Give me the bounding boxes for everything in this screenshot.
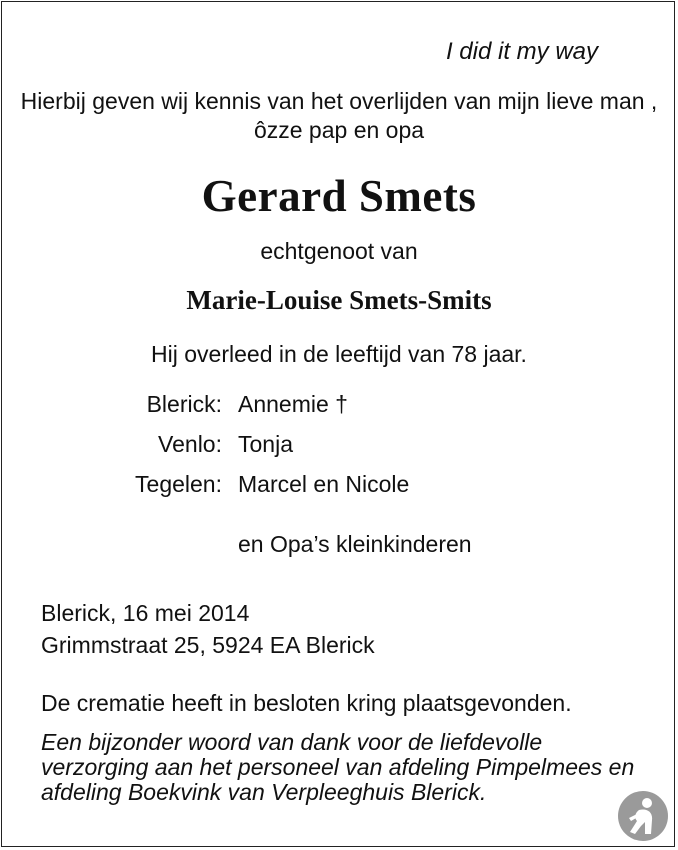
- thanks-text: Een bijzonder woord van dank voor de liefdevolle verzorging aan het personeel van afdeling Pimpelmees en afdeling Boekvink van Verpleeghuis Blerick.: [41, 729, 635, 805]
- relative-place: Venlo:: [158, 431, 222, 457]
- spouse-name: Marie-Louise Smets-Smits: [186, 285, 492, 315]
- cremation-line: De crematie heeft in besloten kring plaatsgevonden.: [41, 690, 572, 716]
- relative-names: Tonja: [238, 431, 293, 457]
- age-line: Hij overleed in de leeftijd van 78 jaar.: [151, 341, 527, 367]
- relative-names: Annemie †: [238, 391, 348, 417]
- deceased-name: Gerard Smets: [201, 171, 477, 221]
- spouse-label: echtgenoot van: [260, 238, 418, 264]
- address-line: Grimmstraat 25, 5924 EA Blerick: [41, 632, 375, 658]
- intro-text: Hierbij geven wij kennis van het overlijden van mijn lieve man , ôzze pap en opa: [20, 88, 658, 143]
- relative-names: Marcel en Nicole: [238, 471, 410, 497]
- date-line: Blerick, 16 mei 2014: [41, 600, 250, 626]
- grandchildren-line: en Opa’s kleinkinderen: [238, 531, 472, 557]
- mourning-figure-icon: [617, 790, 669, 842]
- motto: I did it my way: [445, 38, 598, 65]
- relative-place: Tegelen:: [135, 471, 222, 497]
- relative-place: Blerick:: [146, 391, 222, 417]
